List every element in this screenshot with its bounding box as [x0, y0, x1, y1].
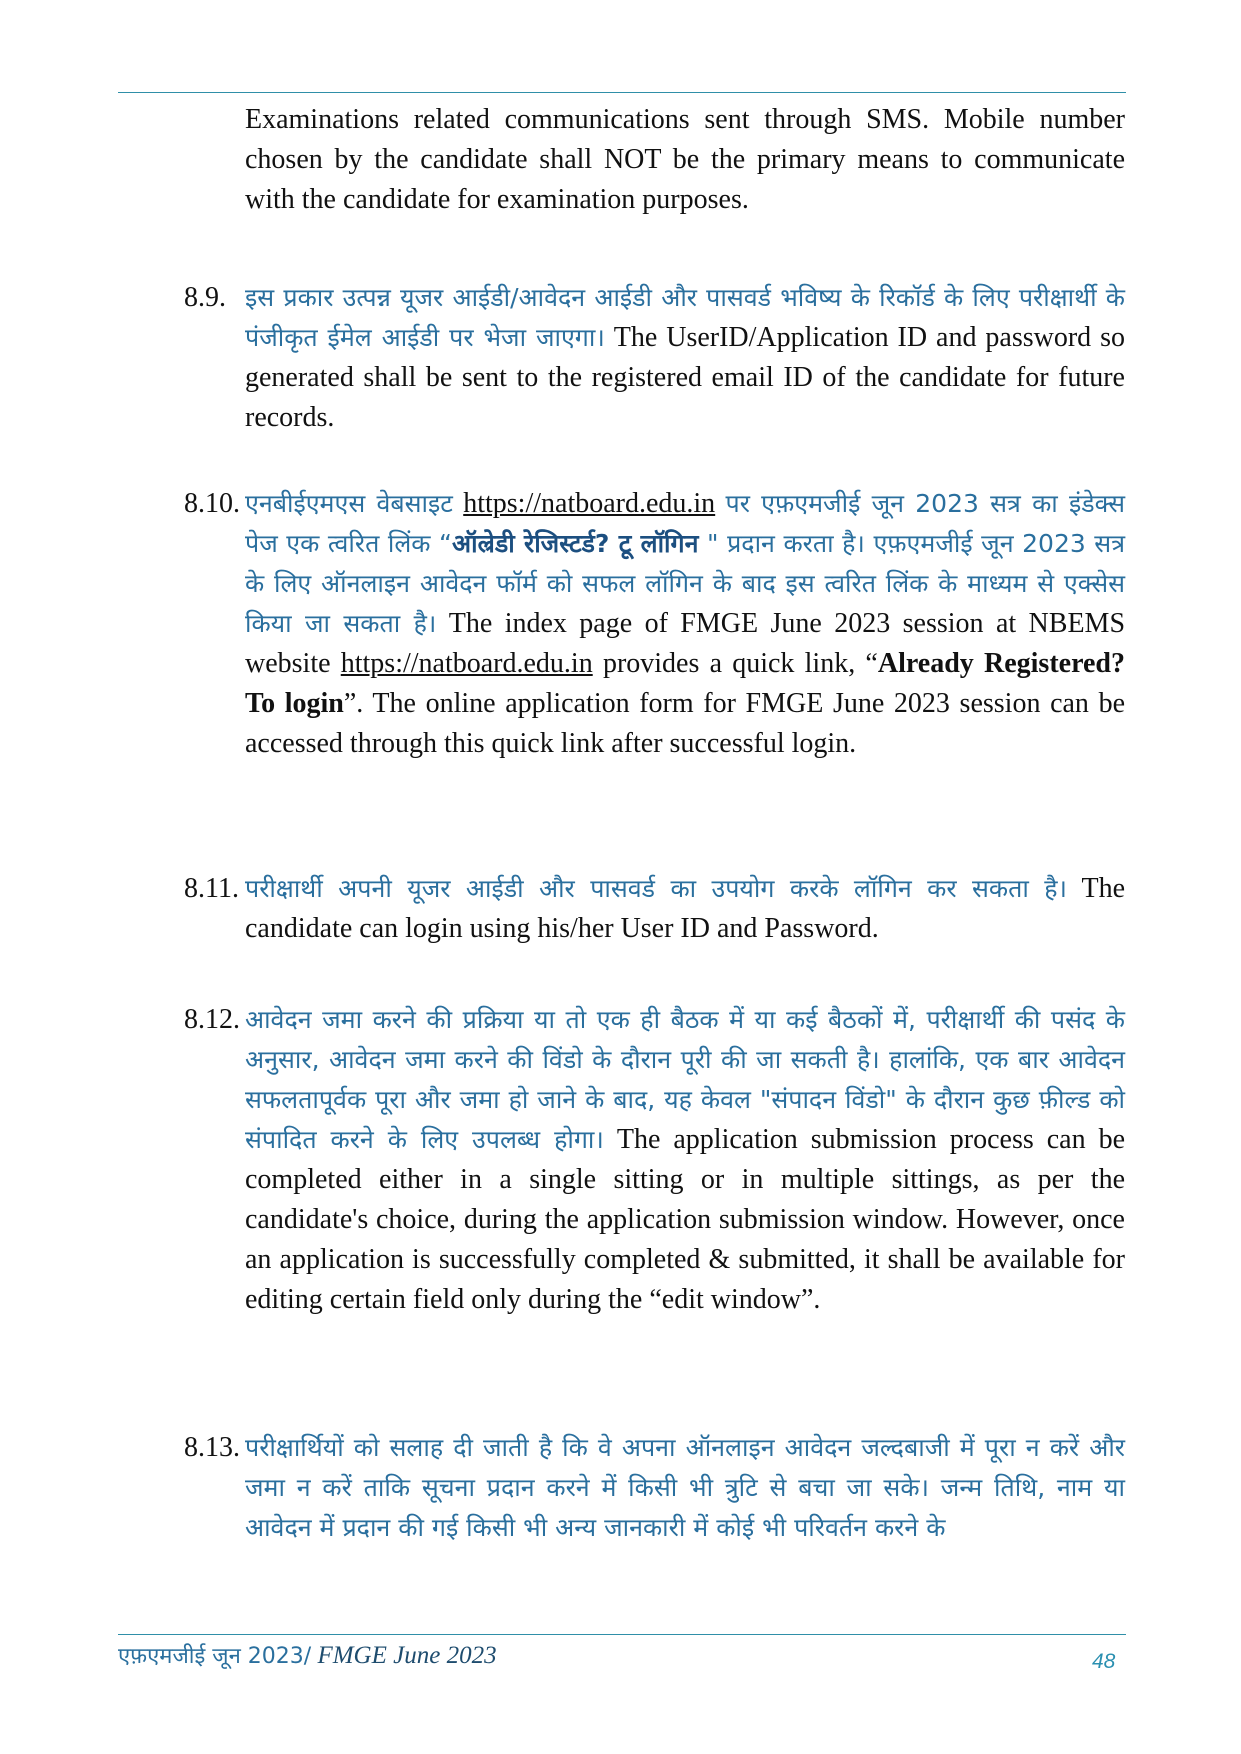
- already-registered-hindi: ऑल्रेडी रेजिस्टर्ड? टू लॉगिन: [452, 529, 699, 558]
- footer-title: [118, 1640, 497, 1670]
- paragraph-8-10: [245, 484, 1125, 764]
- already-registered-english: Already Registered? To login: [245, 648, 1125, 719]
- natboard-link-hindi[interactable]: https://natboard.edu.in: [463, 488, 716, 519]
- paragraph-8-13-hindi: परीक्षार्थियों को सलाह दी जाती है कि वे अपना ऑनलाइन आवेदन जल्दबाजी में पूरा न करें और जमा न करें ताकि सूचना प्रदान करने में किसी भी त्रुटि से बचा जा सके। जन्म तिथि, नाम या आवेदन में प्रदान की गई किसी भी अन्य जानकारी में कोई भी परिवर्तन करने के: [245, 1433, 1125, 1542]
- paragraph-8-12-english: The application submission process can be completed either in a single sitting or in multiple sittings, as per the candidate's choice, during the application submission window. However, once an application is successfully completed & submitted, it shall be available for editing certain field only during the “edit window”.: [245, 1124, 1126, 1315]
- paragraph-8-11-english: The candidate can login using his/her User ID and Password.: [245, 873, 1126, 944]
- paragraph-8-12: [245, 1000, 1125, 1320]
- paragraph-8-10-hindi-c: " प्रदान करता है। एफ़एमजीई जून 2023 सत्र के लिए ऑनलाइन आवेदन फॉर्म को सफल लॉगिन के बाद इस त्वरित लिंक के माध्यम से एक्सेस किया जा सकता है।: [245, 529, 1126, 638]
- footer-title-hindi: एफ़एमजीई जून 2023/: [118, 1644, 312, 1669]
- paragraph-8-9-english: The UserID/Application ID and password so generated shall be sent to the registered email ID of the candidate for future records.: [245, 322, 1125, 433]
- paragraph-8-10-hindi-b: पर एफ़एमजीई जून 2023 सत्र का इंडेक्स पेज एक त्वरित लिंक “: [245, 489, 1126, 558]
- paragraph-8-9-hindi: इस प्रकार उत्पन्न यूजर आईडी/आवेदन आईडी और पासवर्ड भविष्य के रिकॉर्ड के लिए परीक्षार्थी के पंजीकृत ईमेल आईडी पर भेजा जाएगा।: [245, 283, 1125, 352]
- paragraph-8-9: [245, 278, 1125, 438]
- footer-title-english: FMGE June 2023: [311, 1642, 497, 1669]
- natboard-link-english[interactable]: https://natboard.edu.in: [340, 648, 593, 679]
- paragraph-8-13: [245, 1428, 1125, 1548]
- section-number-8-12: 8.12.: [184, 1004, 240, 1035]
- section-number-8-11: 8.11.: [184, 873, 239, 904]
- paragraph-8-11-hindi: परीक्षार्थी अपनी यूजर आईडी और पासवर्ड का उपयोग करके लॉगिन कर सकता है।: [245, 874, 1068, 903]
- intro-paragraph: Examinations related communications sent through SMS. Mobile number chosen by the candidate shall NOT be the primary means to communicate with the candidate for examination purposes.: [245, 104, 1125, 215]
- section-number-8-13: 8.13.: [184, 1432, 240, 1463]
- paragraph-8-10-english-a: The index page of FMGE June 2023 session at NBEMS website: [245, 608, 1126, 679]
- section-number-8-9: 8.9.: [184, 282, 226, 313]
- section-number-8-10: 8.10.: [184, 488, 240, 519]
- header-rule: [118, 92, 1126, 93]
- paragraph-8-10-english-b: provides a quick link, “: [602, 648, 878, 679]
- paragraph-8-11: [245, 869, 1125, 949]
- paragraph-8-10-english-c: ”. The online application form for FMGE June 2023 session can be accessed through this quick link after successful login.: [245, 688, 1125, 759]
- paragraph-8-10-hindi-a: एनबीईएमएस वेबसाइट: [245, 489, 453, 518]
- page-number: 48: [1092, 1650, 1116, 1673]
- footer-rule: [118, 1634, 1126, 1635]
- paragraph-8-12-hindi: आवेदन जमा करने की प्रक्रिया या तो एक ही बैठक में या कई बैठकों में, परीक्षार्थी की पसंद के अनुसार, आवेदन जमा करने की विंडो के दौरान पूरी की जा सकती है। हालांकि, एक बार आवेदन सफलतापूर्वक पूरा और जमा हो जाने के बाद, यह केवल "संपादन विंडो" के दौरान कुछ फ़ील्ड को संपादित करने के लिए उपलब्ध होगा।: [245, 1005, 1125, 1154]
